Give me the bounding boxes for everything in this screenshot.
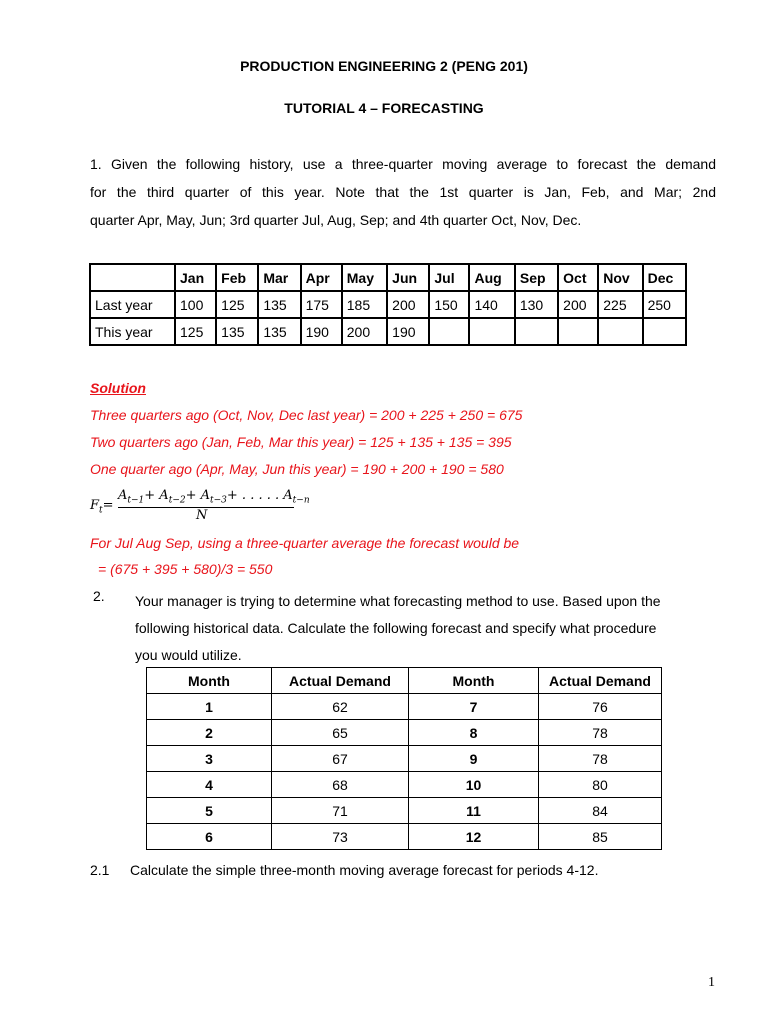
table-cell xyxy=(515,318,558,345)
question-2-1-text: Calculate the simple three-month moving average forecast for periods 4-12. xyxy=(130,862,599,878)
table-cell: 1 xyxy=(147,694,272,720)
demand-table xyxy=(146,667,662,850)
table-cell: 135 xyxy=(258,291,300,318)
table-cell: Actual Demand xyxy=(539,668,662,694)
table-cell: 2 xyxy=(147,720,272,746)
course-title: PRODUCTION ENGINEERING 2 (PENG 201) xyxy=(240,58,528,74)
formula-term: + A xyxy=(185,488,211,503)
table-cell: 6 xyxy=(147,824,272,850)
table-cell: Nov xyxy=(598,264,642,291)
table-cell: Apr xyxy=(301,264,342,291)
solution-line: One quarter ago (Apr, May, Jun this year) = 190 + 200 + 190 = 580 xyxy=(90,461,504,477)
table-cell: Month xyxy=(147,668,272,694)
table-cell: 12 xyxy=(409,824,539,850)
table-cell: 3 xyxy=(147,746,272,772)
table-header-row xyxy=(147,668,662,694)
table-cell: 9 xyxy=(409,746,539,772)
question-1-line: for the third quarter of this year. Note that the 1st quarter is Jan, Feb, and Mar; 2nd xyxy=(90,184,716,200)
solution-result: = (675 + 395 + 580)/3 = 550 xyxy=(98,561,273,577)
table-row xyxy=(147,694,662,720)
table-cell: May xyxy=(342,264,387,291)
table-cell xyxy=(469,318,514,345)
table-cell: Month xyxy=(409,668,539,694)
table-cell: 190 xyxy=(301,318,342,345)
table-cell xyxy=(90,264,175,291)
table-cell: 175 xyxy=(301,291,342,318)
table-cell: 5 xyxy=(147,798,272,824)
formula-term: + . . . . . A xyxy=(226,488,293,503)
table-cell: 125 xyxy=(216,291,258,318)
solution-line: Two quarters ago (Jan, Feb, Mar this year) = 125 + 135 + 135 = 395 xyxy=(90,434,512,450)
moving-average-formula xyxy=(90,488,310,528)
solution-line: For Jul Aug Sep, using a three-quarter average the forecast would be xyxy=(90,535,520,551)
formula-lhs xyxy=(90,498,114,516)
formula-numerator xyxy=(118,488,310,506)
formula-subscript: t−n xyxy=(292,495,310,506)
table-cell: 76 xyxy=(539,694,662,720)
table-cell xyxy=(598,318,642,345)
formula-subscript: t−1 xyxy=(127,495,145,506)
table-cell: 73 xyxy=(272,824,409,850)
table-cell xyxy=(558,318,598,345)
table-cell: 78 xyxy=(539,720,662,746)
table-row xyxy=(90,291,686,318)
table-cell: 4 xyxy=(147,772,272,798)
table-cell: Feb xyxy=(216,264,258,291)
page-number: 1 xyxy=(708,975,715,990)
table-cell: Last year xyxy=(90,291,175,318)
question-2 xyxy=(135,588,705,669)
table-cell: 135 xyxy=(216,318,258,345)
table-row xyxy=(147,720,662,746)
table-cell: Sep xyxy=(515,264,558,291)
table-cell: Mar xyxy=(258,264,300,291)
question-1-line: quarter Apr, May, Jun; 3rd quarter Jul, Aug, Sep; and 4th quarter Oct, Nov, Dec. xyxy=(90,212,582,228)
question-2-line: Your manager is trying to determine what forecasting method to use. Based upon the xyxy=(135,593,661,609)
question-2-number: 2. xyxy=(93,588,105,604)
table-cell: 225 xyxy=(598,291,642,318)
table-cell: 140 xyxy=(469,291,514,318)
table-cell: 150 xyxy=(429,291,469,318)
table-cell: 250 xyxy=(643,291,686,318)
table-cell: 10 xyxy=(409,772,539,798)
table-cell: 65 xyxy=(272,720,409,746)
formula-term: + A xyxy=(144,488,169,503)
table-row xyxy=(147,824,662,850)
solution-line: Three quarters ago (Oct, Nov, Dec last year) = 200 + 225 + 250 = 675 xyxy=(90,407,523,423)
table-cell: 67 xyxy=(272,746,409,772)
table-cell: 84 xyxy=(539,798,662,824)
table-cell: 130 xyxy=(515,291,558,318)
table-cell: 125 xyxy=(175,318,216,345)
table-cell: 190 xyxy=(387,318,429,345)
question-2-1-number: 2.1 xyxy=(90,862,110,878)
solution-heading: Solution xyxy=(90,380,146,396)
table-cell: 68 xyxy=(272,772,409,798)
formula-term: A xyxy=(118,488,128,503)
history-table xyxy=(89,263,687,346)
tutorial-title: TUTORIAL 4 – FORECASTING xyxy=(284,100,484,116)
table-cell: This year xyxy=(90,318,175,345)
table-cell: 135 xyxy=(258,318,300,345)
table-cell: 85 xyxy=(539,824,662,850)
table-cell: Dec xyxy=(643,264,686,291)
table-cell: 11 xyxy=(409,798,539,824)
table-cell: 200 xyxy=(387,291,429,318)
table-cell: 62 xyxy=(272,694,409,720)
table-row xyxy=(147,798,662,824)
table-cell: Jan xyxy=(175,264,216,291)
question-2-line: following historical data. Calculate the following forecast and specify what procedure xyxy=(135,620,657,636)
formula-lhs-symbol: F xyxy=(90,498,100,513)
formula-lhs-subscript: t xyxy=(99,505,103,516)
table-cell: 185 xyxy=(342,291,387,318)
table-row xyxy=(90,318,686,345)
table-cell: Actual Demand xyxy=(272,668,409,694)
table-cell: 8 xyxy=(409,720,539,746)
table-row xyxy=(147,772,662,798)
table-header-row xyxy=(90,264,686,291)
table-cell: 200 xyxy=(558,291,598,318)
question-1 xyxy=(90,150,716,234)
table-cell xyxy=(643,318,686,345)
question-1-line: 1. Given the following history, use a three-quarter moving average to forecast the demand xyxy=(90,156,716,172)
table-cell: Aug xyxy=(469,264,514,291)
table-cell: 78 xyxy=(539,746,662,772)
formula-equals: = xyxy=(102,498,114,513)
table-cell: 200 xyxy=(342,318,387,345)
table-cell: 80 xyxy=(539,772,662,798)
table-cell: Jul xyxy=(429,264,469,291)
table-cell: 100 xyxy=(175,291,216,318)
table-cell: 7 xyxy=(409,694,539,720)
formula-subscript: t−3 xyxy=(210,495,227,506)
table-cell: 71 xyxy=(272,798,409,824)
table-cell: Oct xyxy=(558,264,598,291)
table-row xyxy=(147,746,662,772)
formula-subscript: t−2 xyxy=(168,495,186,506)
formula-denominator: N xyxy=(196,508,208,523)
question-2-line: you would utilize. xyxy=(135,647,242,663)
table-cell: Jun xyxy=(387,264,429,291)
table-cell xyxy=(429,318,469,345)
